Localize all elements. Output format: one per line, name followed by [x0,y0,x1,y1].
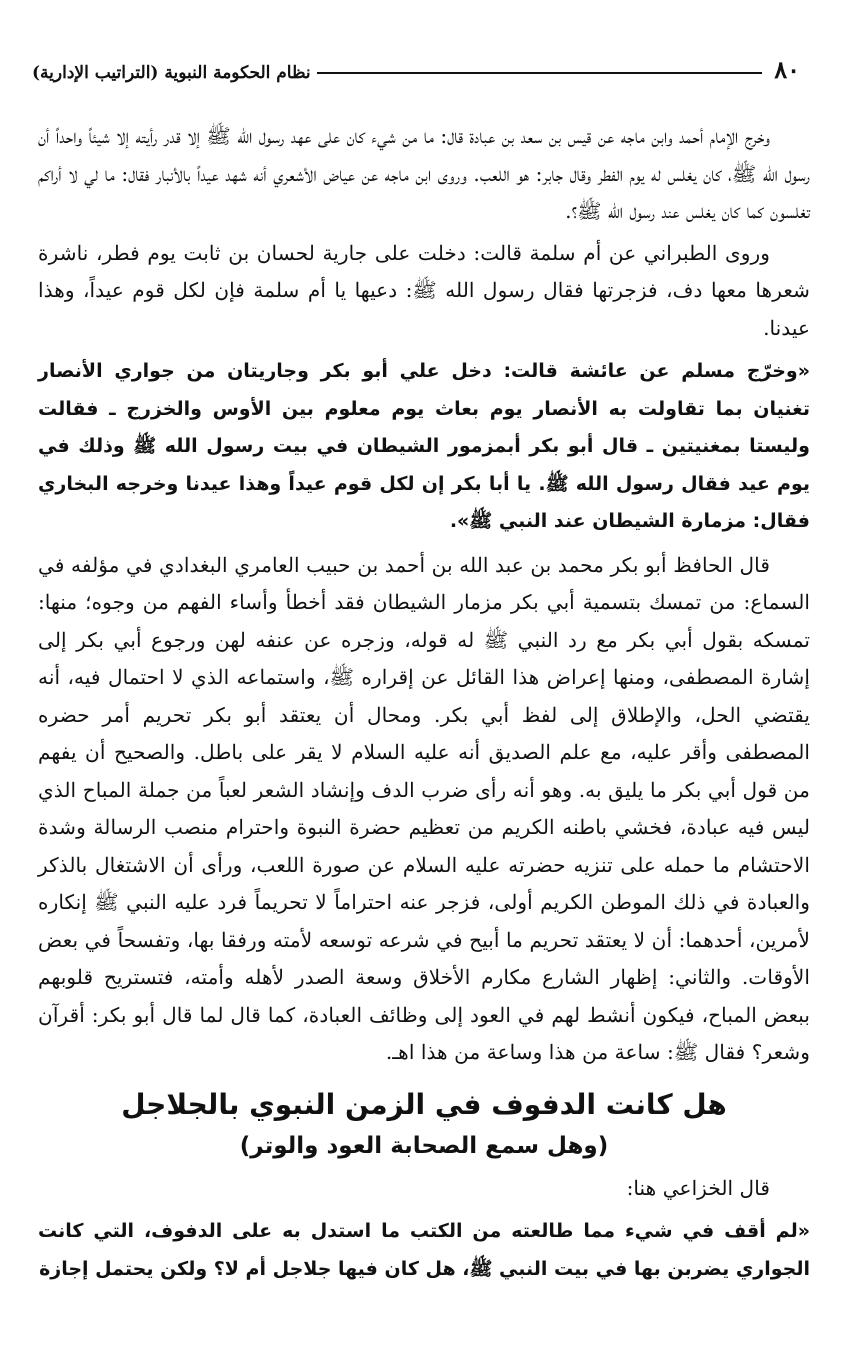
section-heading: هل كانت الدفوف في الزمن النبوي بالجلاجل [121,1087,727,1121]
quoted-text: «لم أقف في شيء مما طالعته من الكتب ما استدل به على الدفوف، التي كانت الجواري يضربن بها في بيت النبي ﷺ، هل كان فيها جلاجل أم لا؟ ولكن يحتمل إجازة [38,1220,810,1280]
page-number: ٨٠ [774,55,800,84]
page-header [32,38,800,82]
header-rule [317,72,763,74]
paragraph-1: وخرج الإمام أحمد وابن ماجه عن قيس بن سعد بن عبادة قال: ما من شيء كان على عهد رسول الله ﷺ إلا قدر رأيته إلا شيئاً واحداً أن رسول الله ﷺ، كان يغلس له يوم الفطر وقال جابر: هو اللعب. وروى ابن ماجه عن عياض الأشعري أنه شهد عيداً بالأنبار فقال: ما لي لا أراكم تغلسون كما كان يغلس عند رسول الله ﷺ؟. [38,124,810,223]
running-title: نظام الحكومة النبوية (التراتيب الإدارية) [32,63,311,83]
section-subheading: (وهل سمع الصحابة العود والوتر) [239,1132,609,1159]
paragraph-3: قال الحافظ أبو بكر محمد بن عبد الله بن أحمد بن حبيب العامري البغدادي في مؤلفه في السماع: من تمسك بتسمية أبي بكر مزمار الشيطان فقد أخطأ وأساء الفهم من وجوه؛ منها: تمسكه بقول أبي بكر مع رد النبي ﷺ له قوله، وزجره عن عنفه لهن ورجوع أبي بكر إلى إشارة المصطفى، ومنها إعراض هذا القائل عن إقراره ﷺ، واستماعه الذي لا احتمال فيه، أنه يقتضي الحل، والإطلاق إلى لفظ أبي بكر. ومحال أن يعتقد أبو بكر تحريم أمر حضره المصطفى وأقر عليه، مع علم الصديق أنه عليه السلام لا يقر على باطل. والصحيح أن يفهم من قول أبي بكر ما يليق به. وهو أنه رأى ضرب الدف وإنشاد الشعر لعباً من جملة المباح الذي ليس فيه عبادة، فخشي باطنه الكريم من تعظيم حضرة النبوة واحترام منصب الرسالة وشدة الاحتشام ما حمله على تنزيه حضرته عليه السلام عن صورة اللعب، ورأى أن الاشتغال بالذكر والعبادة في ذلك الموطن الكريم أولى، فزجر عنه احتراماً لا تحريماً فرد عليه النبي ﷺ إنكاره لأمرين، أحدهما: أن لا يعتقد تحريم ما أبيح في شرعه توسعه لأمته ورفقا بها، وتفسحاً في بعض الأوقات. والثاني: إظهار الشارع مكارم الأخلاق وسعة الصدر لأهله وأمته، فتستريح قلوبهم ببعض المباح، فيكون أنشط لهم في العود إلى وظائف العبادة، كما قال لما قال أبو بكر: أقرآن وشعر؟ فقال ﷺ: ساعة من هذا وساعة من هذا اهـ. [38,552,810,1064]
page-body [38,118,810,1294]
quoted-hadith: «وخرّج مسلم عن عائشة قالت: دخل علي أبو بكر وجاريتان من جواري الأنصار تغنيان بما تقاولت به الأنصار يوم بعاث يوم معلوم بين الأوس والخزرج ـ فقالت وليستا بمغنيتين ـ قال أبو بكر أبمزمور الشيطان في بيت رسول الله ﷺ وذلك في يوم عيد فقال رسول الله ﷺ. يا أبا بكر إن لكل قوم عيداً وهذا عيدنا وخرجه البخاري فقال: مزمارة الشيطان عند النبي ﷺ». [38,360,810,532]
paragraph-4: قال الخزاعي هنا: [626,1175,770,1200]
paragraph-2: وروى الطبراني عن أم سلمة قالت: دخلت على جارية لحسان بن ثابت يوم فطر، ناشرة شعرها معها دف، فزجرتها فقال رسول الله ﷺ: دعيها يا أم سلمة فإن لكل قوم عيداً، وهذا عيدنا. [38,240,810,340]
